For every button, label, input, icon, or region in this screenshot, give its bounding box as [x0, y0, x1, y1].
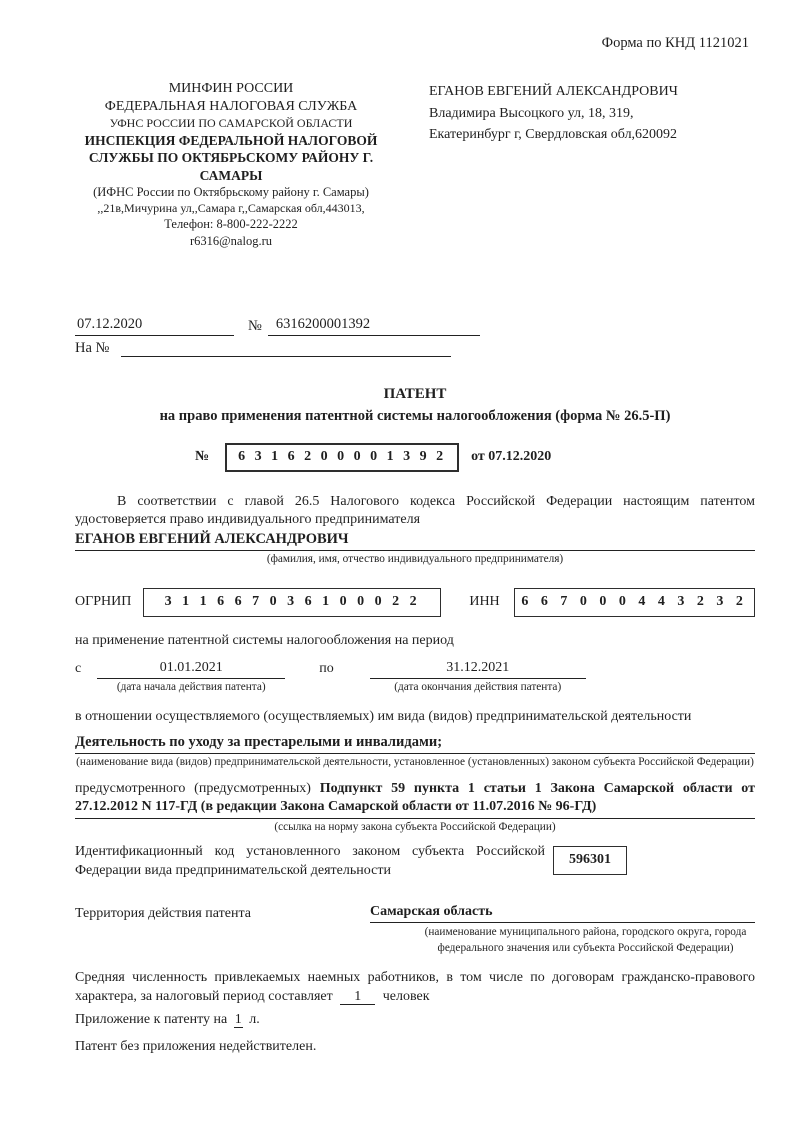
workers-text-before: Средняя численность привлекаемых наемных работников, в том числе по договорам гражданско-правового характера, за налоговый период составляет	[75, 970, 755, 1004]
activity-code-row	[75, 843, 755, 881]
period-intro: на применение патентной системы налогообложения на период	[75, 632, 454, 648]
patent-number-sign: №	[195, 449, 210, 465]
law-caption: (ссылка на норму закона субъекта Российской Федерации)	[274, 820, 556, 833]
sender-line: ИНСПЕКЦИЯ ФЕДЕРАЛЬНОЙ НАЛОГОВОЙ	[84, 132, 378, 148]
recipient-address-line: Владимира Высоцкого ул, 18, 319,	[429, 105, 634, 121]
from-label: с	[75, 660, 82, 676]
to-date-value: 31.12.2021	[370, 659, 586, 679]
reference-reply-label: На №	[75, 339, 110, 356]
inn-label: ИНН	[469, 594, 500, 610]
reference-reply-row	[75, 339, 755, 358]
activity-name-line: Деятельность по уходу за престарелыми и инвалидами;	[75, 733, 755, 754]
patent-number-box: 6 3 1 6 2 0 0 0 0 1 3 9 2	[225, 443, 459, 472]
to-label: по	[319, 660, 334, 676]
territory-label: Территория действия патента	[75, 905, 251, 921]
patent-number-row	[75, 443, 755, 472]
recipient-address-line: Екатеринбург г, Свердловская обл,620092	[429, 127, 678, 143]
validity-dates-row	[75, 659, 755, 695]
activity-caption: (наименование вида (видов) предпринимательской деятельности, установленное (установленных) законом субъекта Российской Федерации)	[76, 756, 754, 769]
from-date-caption: (дата начала действия патента)	[116, 681, 266, 694]
ogrnip-value-box: 3 1 1 6 6 7 0 3 6 1 0 0 0 2 2	[143, 588, 441, 617]
sender-line: УФНС РОССИИ ПО САМАРСКОЙ ОБЛАСТИ	[109, 116, 353, 131]
reference-block	[75, 315, 755, 358]
law-paragraph	[75, 780, 755, 819]
reference-reply-blank-line	[121, 339, 451, 357]
law-reference-text: Подпункт 59 пункта 1 статьи 1 Закона Самарской области от 27.12.2012 N 117-ГД (в редакции Закона Самарской области от 11.07.2016 № 96-ГД)	[75, 780, 755, 815]
sender-line: МИНФИН РОССИИ	[168, 80, 294, 96]
reference-date: 07.12.2020	[75, 315, 234, 336]
attachment-text-after: л.	[249, 1012, 260, 1028]
from-date-group	[97, 659, 285, 695]
law-intro-text: предусмотренного (предусмотренных)	[75, 780, 311, 796]
header	[75, 80, 755, 249]
territory-caption: (наименование муниципального района, городского округа, города федерального значения или субъекта Российской Федерации)	[424, 925, 747, 954]
attachment-line	[75, 1011, 755, 1029]
ogrnip-label: ОГРНИП	[75, 594, 132, 610]
recipient-block	[429, 80, 678, 146]
entrepreneur-caption: (фамилия, имя, отчество индивидуального предпринимателя)	[266, 552, 564, 565]
patent-issue-date: от 07.12.2020	[471, 449, 552, 465]
document-subtitle: на право применения патентной системы налогообложения (форма № 26.5-П)	[159, 407, 671, 424]
sender-phone: Телефон: 8-800-222-2222	[164, 217, 298, 232]
sender-line: СЛУЖБЫ ПО ОКТЯБРЬСКОМУ РАЙОНУ Г. САМАРЫ	[88, 150, 374, 183]
workers-count-value: 1	[340, 989, 375, 1005]
sender-line: (ИФНС России по Октябрьскому району г. Самары)	[93, 185, 369, 200]
reference-number: 6316200001392	[268, 315, 480, 336]
workers-text-after: человек	[382, 988, 430, 1004]
activity-code-label: Идентификационный код установленного законом субъекта Российской Федерации вида предпринимательской деятельности	[75, 843, 545, 878]
to-date-group	[370, 659, 586, 695]
intro-paragraph: В соответствии с главой 26.5 Налогового кодекса Российской Федерации настоящим патентом удостоверяется право индивидуального предпринимателя	[75, 494, 755, 528]
attachment-pages-value: 1	[234, 1012, 242, 1028]
sender-tax-office-block	[63, 80, 399, 249]
reference-number-sign: №	[248, 317, 262, 334]
sender-address: ,,21в,Мичурина ул,,Самара г,,Самарская обл,443013,	[97, 200, 365, 215]
inn-value-box: 6 6 7 0 0 0 4 4 3 2 3 2	[514, 588, 755, 617]
form-code: Форма по КНД 1121021	[601, 35, 749, 51]
from-date-value: 01.01.2021	[97, 659, 285, 679]
validity-note: Патент без приложения недействителен.	[75, 1039, 317, 1055]
territory-row	[75, 903, 755, 923]
entrepreneur-name-line: ЕГАНОВ ЕВГЕНИЙ АЛЕКСАНДРОВИЧ	[75, 530, 755, 551]
recipient-name: ЕГАНОВ ЕВГЕНИЙ АЛЕКСАНДРОВИЧ	[429, 83, 678, 99]
sender-line: ФЕДЕРАЛЬНАЯ НАЛОГОВАЯ СЛУЖБА	[104, 99, 358, 115]
reference-row	[75, 315, 755, 336]
workers-paragraph	[75, 969, 755, 1006]
attachment-text-before: Приложение к патенту на	[75, 1012, 228, 1028]
document-title: ПАТЕНТ	[383, 386, 447, 403]
ogrnip-inn-row	[75, 588, 755, 617]
territory-value-line: Самарская область	[370, 903, 755, 923]
activity-intro: в отношении осуществляемого (осуществляемых) им вида (видов) предпринимательской деятельности	[75, 708, 692, 724]
to-date-caption: (дата окончания действия патента)	[394, 681, 562, 694]
activity-code-value-box: 596301	[553, 846, 627, 875]
sender-email: r6316@nalog.ru	[190, 233, 272, 248]
